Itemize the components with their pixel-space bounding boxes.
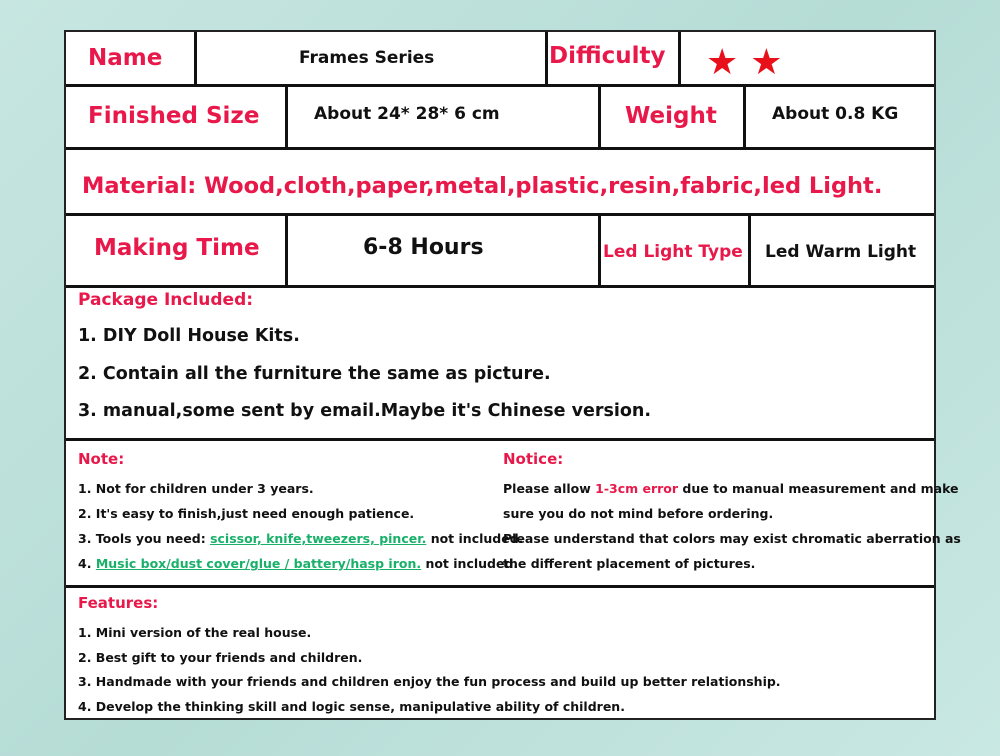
led-type-label: Led Light Type: [603, 242, 743, 262]
feature-item: 3. Handmade with your friends and children enjoy the fun process and build up better relationship.: [78, 674, 781, 689]
note-item-text: not included.: [421, 556, 519, 571]
star-icon: ★: [706, 41, 739, 83]
note-item-text: 4.: [78, 556, 96, 571]
row-divider: [66, 147, 934, 150]
package-item: 1. DIY Doll House Kits.: [78, 326, 300, 346]
product-spec-sheet: [64, 30, 961, 720]
name-label: Name: [88, 45, 163, 71]
col-divider: [545, 32, 548, 85]
notice-line: [503, 481, 959, 496]
package-item: 3. manual,some sent by email.Maybe it's Chinese version.: [78, 401, 652, 421]
package-item: 2. Contain all the furniture the same as picture.: [78, 364, 551, 384]
col-divider: [194, 32, 197, 85]
feature-item: 4. Develop the thinking skill and logic sense, manipulative ability of children.: [78, 699, 625, 714]
note-item: [78, 531, 523, 546]
note-item: [78, 556, 518, 571]
row-divider: [66, 438, 934, 441]
col-divider: [743, 85, 746, 148]
difficulty-rating: [706, 40, 783, 84]
notice-text: due to manual measurement and make: [678, 481, 959, 496]
tools-link[interactable]: scissor, knife,tweezers, pincer.: [210, 531, 427, 546]
error-range-highlight: 1-3cm error: [595, 481, 679, 496]
col-divider: [598, 214, 601, 286]
difficulty-label: Difficulty: [549, 43, 666, 69]
making-time-value: 6-8 Hours: [363, 234, 484, 260]
features-title: Features:: [78, 594, 159, 612]
accessories-link[interactable]: Music box/dust cover/glue / battery/hasp iron.: [95, 556, 422, 571]
col-divider: [285, 85, 288, 148]
col-divider: [748, 214, 751, 286]
row-divider: [66, 585, 934, 588]
notice-text: Please allow: [503, 481, 596, 496]
notice-line: the different placement of pictures.: [503, 556, 756, 571]
note-title: Note:: [78, 450, 125, 468]
row-divider: [66, 213, 934, 216]
feature-item: 1. Mini version of the real house.: [78, 625, 312, 640]
weight-label: Weight: [625, 103, 717, 129]
note-item-text: 3. Tools you need:: [78, 531, 211, 546]
led-type-value: Led Warm Light: [765, 242, 917, 262]
note-item: 2. It's easy to finish,just need enough patience.: [78, 506, 415, 521]
note-item-text: not included.: [426, 531, 524, 546]
making-time-label: Making Time: [94, 235, 260, 261]
package-title: Package Included:: [78, 290, 254, 310]
notice-line: Please understand that colors may exist chromatic aberration as: [503, 531, 961, 546]
star-icon: ★: [750, 41, 783, 83]
row-divider: [66, 285, 934, 288]
finished-size-value: About 24* 28* 6 cm: [314, 104, 500, 124]
note-item: 1. Not for children under 3 years.: [78, 481, 314, 496]
notice-line: sure you do not mind before ordering.: [503, 506, 774, 521]
col-divider: [285, 214, 288, 286]
weight-value: About 0.8 KG: [772, 104, 899, 124]
feature-item: 2. Best gift to your friends and children.: [78, 650, 363, 665]
finished-size-label: Finished Size: [88, 103, 260, 129]
col-divider: [678, 32, 681, 85]
notice-title: Notice:: [503, 450, 564, 468]
col-divider: [598, 85, 601, 148]
material-line: Material: Wood,cloth,paper,metal,plastic,resin,fabric,led Light.: [82, 173, 883, 199]
name-value: Frames Series: [299, 48, 435, 68]
